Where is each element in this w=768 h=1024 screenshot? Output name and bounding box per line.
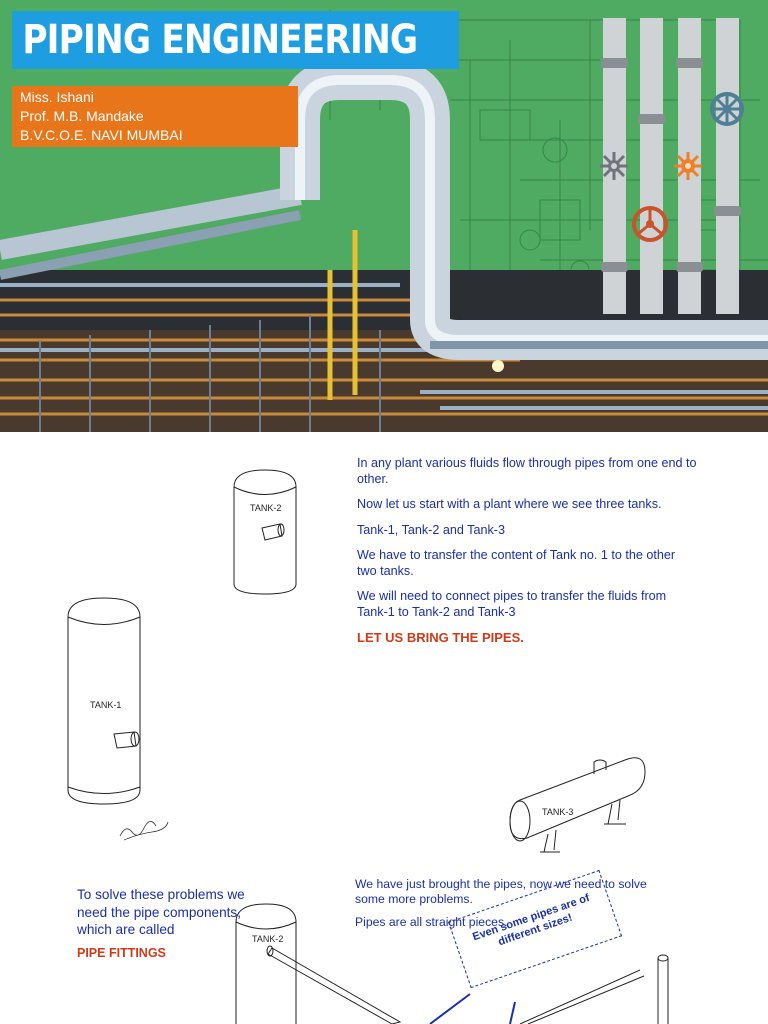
professor-name: Prof. M.B. Mandake (20, 108, 144, 124)
fittings-callout: PIPE FITTINGS (77, 945, 166, 960)
title-box (12, 11, 459, 69)
author-box (12, 86, 298, 147)
intro-paragraph: Tank-1, Tank-2 and Tank-3 (357, 522, 505, 537)
pipes-callout: LET US BRING THE PIPES. (357, 630, 524, 645)
intro-paragraph: We will need to connect pipes to transfer the fluids from Tank-1 to Tank-2 and Tank-3 (357, 589, 667, 619)
tanks-panel (0, 432, 768, 862)
tank-3-label: TANK-3 (542, 807, 574, 817)
handwheel-valve-icon (708, 90, 746, 128)
handwheel-valve-icon (630, 204, 670, 244)
fittings-panel (0, 862, 768, 1024)
intro-paragraph: We have to transfer the content of Tank no. 1 to the other two tanks. (357, 548, 676, 578)
intro-text (357, 456, 697, 656)
gear-valve-icon (596, 148, 632, 184)
intro-paragraph: Now let us start with a plant where we see three tanks. (357, 497, 662, 511)
pipes-paragraph: Pipes are all straight pieces. (355, 915, 508, 929)
sizes-note-text: Even some pipes are of different sizes! (471, 892, 592, 949)
tank-1-label: TANK-1 (90, 700, 122, 710)
intro-paragraph: In any plant various fluids flow through pipes from one end to other. (357, 456, 697, 486)
page-title: PIPING ENGINEERING (22, 17, 418, 63)
author-name: Miss. Ishani (20, 89, 94, 105)
college-name: B.V.C.O.E. NAVI MUMBAI (20, 127, 183, 143)
handwritten-signature (118, 818, 170, 842)
pipes-paragraph: We have just brought the pipes, now we need to solve some more problems. (355, 877, 647, 906)
tank-2-label: TANK-2 (250, 503, 282, 513)
tank-2-label: TANK-2 (252, 934, 284, 944)
fittings-text: To solve these problems we need the pipe components, which are called (77, 887, 245, 937)
cover-banner (0, 0, 768, 432)
gear-valve-icon (670, 148, 706, 184)
